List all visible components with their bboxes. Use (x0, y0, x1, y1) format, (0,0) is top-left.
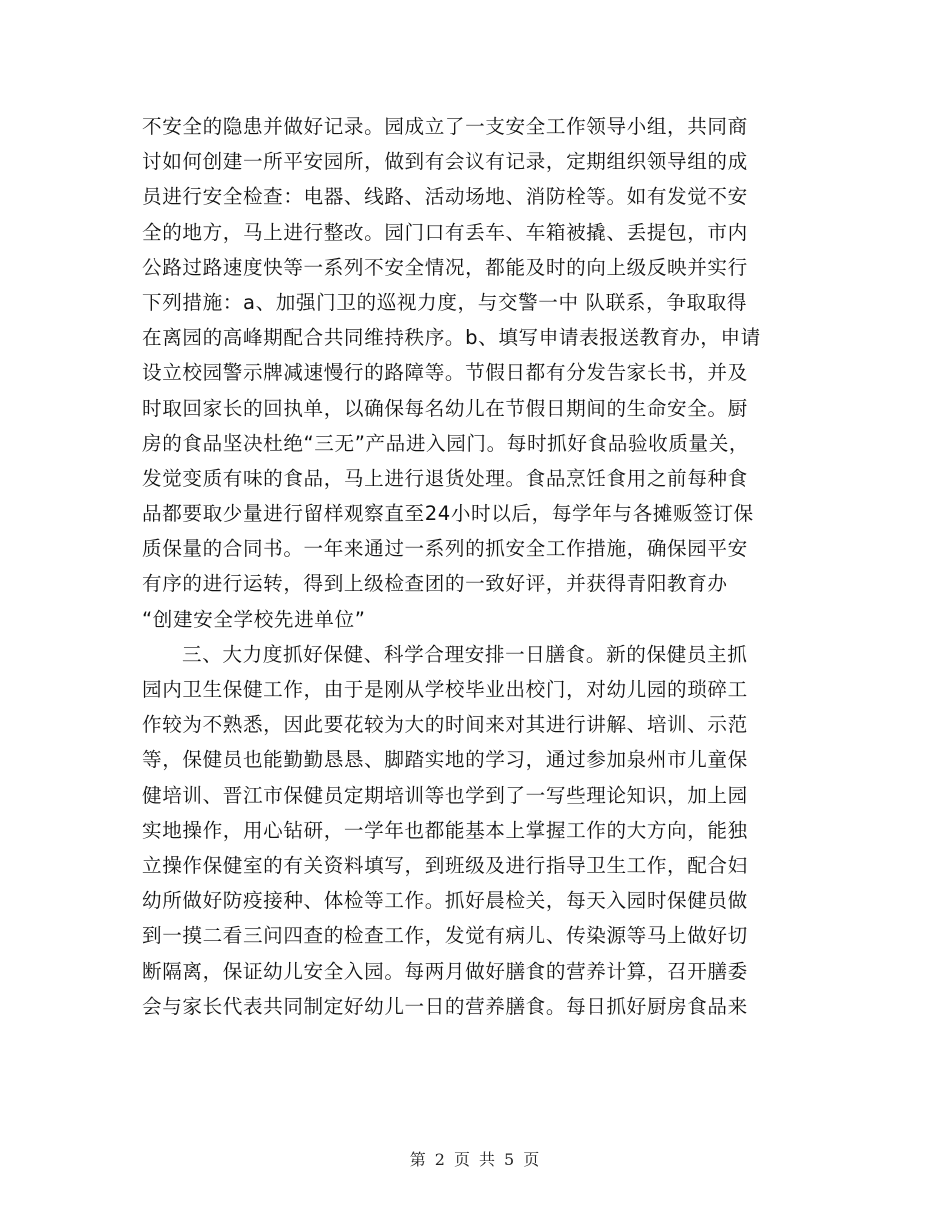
text-line: 房的食品坚决杜绝“三无”产品进入园门。每时抓好食品验收质量关， (142, 431, 750, 455)
text-line: 有序的进行运转，得到上级检查团的一致好评，并获得青阳教育办 (142, 572, 728, 596)
text-line: 断隔离，保证幼儿安全入园。每两月做好膳食的营养计算，召开膳委 (142, 959, 748, 983)
text-line: 幼所做好防疫接种、体检等工作。抓好晨检关，每天入园时保健员做 (142, 889, 748, 913)
text-line: 实地操作，用心钻研，一学年也都能基本上掌握工作的大方向，能独 (142, 818, 748, 842)
text-line: 园内卫生保健工作，由于是刚从学校毕业出校门，对幼儿园的琐碎工 (142, 678, 748, 701)
text-line: 全的地方，马上进行整改。园门口有丢车、车箱被撬、丢提包，市内 (142, 220, 748, 244)
body-text (142, 109, 808, 1024)
total-pages-number: 5 (504, 1150, 516, 1169)
text-line: 下列措施：a、加强门卫的巡视力度，与交警一中 队联系，争取取得 (142, 290, 748, 314)
text-line: “创建安全学校先进单位” (142, 607, 366, 631)
text-line: 质保量的合同书。一年来通过一系列的抓安全工作措施，确保园平安 (142, 537, 748, 561)
text-line: 讨如何创建一所平安园所，做到有会议有记录，定期组织领导组的成 (142, 150, 748, 174)
text-line: 发觉变质有味的食品，马上进行退货处理。食品烹饪食用之前每种食 (142, 466, 748, 490)
text-line: 等，保健员也能勤勤恳恳、脚踏实地的学习，通过参加泉州市儿童保 (142, 748, 748, 772)
text-line: 设立校园警示牌减速慢行的路障等。节假日都有分发告家长书，并及 (142, 361, 748, 385)
text-line: 在离园的高峰期配合共同维持秩序。b、填写申请表报送教育办，申请 (142, 326, 761, 350)
text-line: 员进行安全检查：电器、线路、活动场地、消防栓等。如有发觉不安 (142, 185, 748, 209)
current-page-number: 2 (434, 1150, 446, 1169)
text-line: 健培训、晋江市保健员定期培训等也学到了一写些理论知识，加上园 (142, 783, 748, 807)
section-heading-line: 三、大力度抓好保健、科学合理安排一日膳食。新的保健员主抓 (182, 642, 748, 666)
text-line: 会与家长代表共同制定好幼儿一日的营养膳食。每日抓好厨房食品来 (142, 994, 748, 1018)
text-line: 品都要取少量进行留样观察直至24小时以后，每学年与各摊贩签订保 (142, 502, 754, 526)
page-footer (0, 1147, 950, 1170)
page-label-mid-1: 页 (453, 1150, 471, 1169)
text-line: 到一摸二看三问四查的检查工作，发觉有病儿、传染源等马上做好切 (142, 924, 748, 948)
text-line: 作较为不熟悉，因此要花较为大的时间来对其进行讲解、培训、示范 (142, 713, 748, 737)
text-line: 公路过路速度快等一系列不安全情况，都能及时的向上级反映并实行 (142, 255, 748, 279)
text-line: 时取回家长的回执单，以确保每名幼儿在节假日期间的生命安全。厨 (142, 396, 748, 420)
text-line: 立操作保健室的有关资料填写，到班级及进行指导卫生工作，配合妇 (142, 853, 748, 877)
page-label-suffix: 页 (523, 1150, 541, 1169)
page-label-prefix: 第 (409, 1150, 427, 1169)
page-label-mid-2: 共 (479, 1150, 497, 1169)
text-line: 不安全的隐患并做好记录。园成立了一支安全工作领导小组，共同商 (142, 115, 748, 138)
